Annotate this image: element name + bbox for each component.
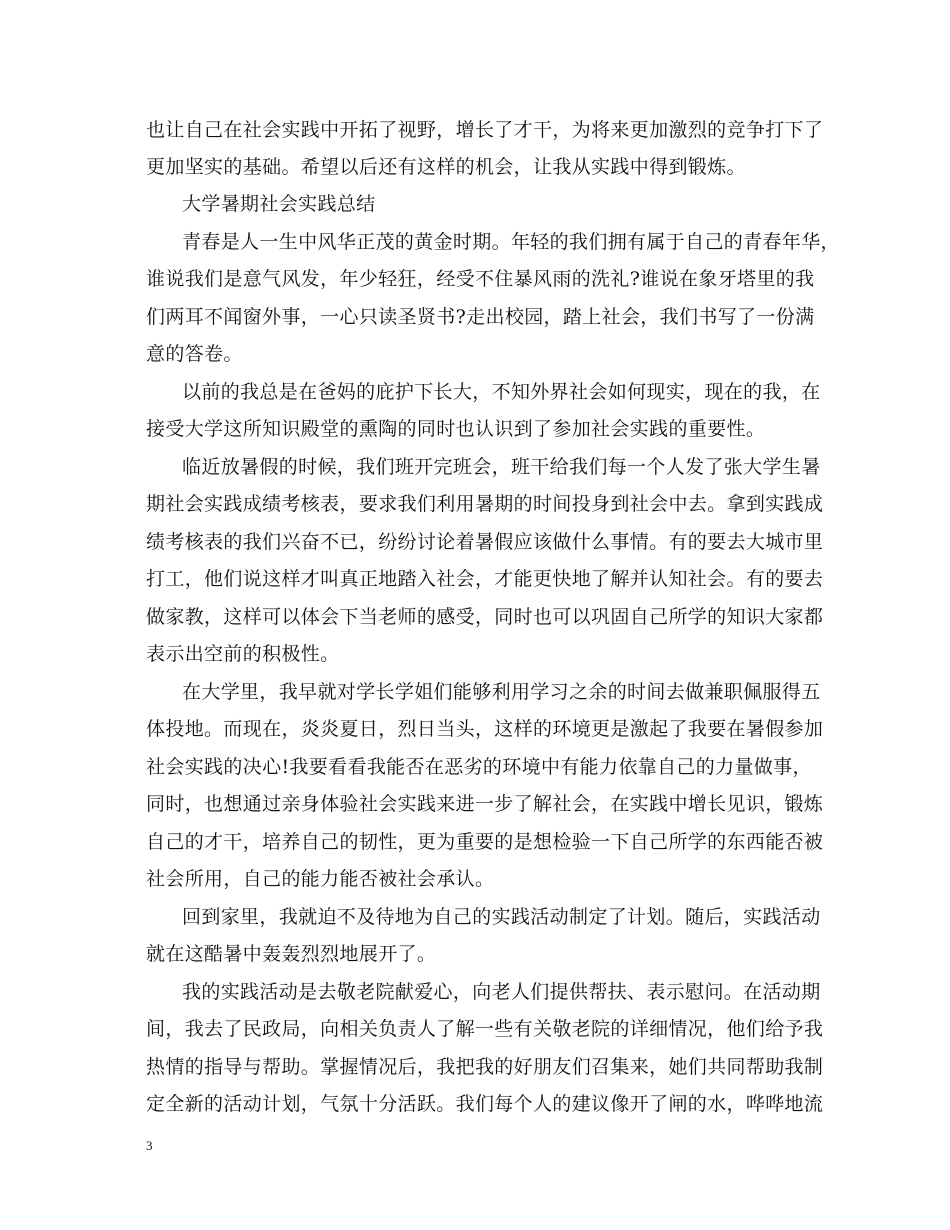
text-line: 热情的指导与帮助。掌握情况后，我把我的好朋友们召集来，她们共同帮助我制 — [146, 1056, 824, 1078]
text-line: 也让自己在社会实践中开拓了视野，增长了才干，为将来更加激烈的竞争打下了 — [146, 119, 824, 141]
text-line: 们两耳不闻窗外事，一心只读圣贤书?走出校园，踏上社会，我们书写了一份满 — [146, 306, 815, 328]
text-line: 回到家里，我就迫不及待地为自己的实践活动制定了计划。随后，实践活动 — [182, 906, 821, 928]
text-line: 绩考核表的我们兴奋不已，纷纷讨论着暑假应该做什么事情。有的要去大城市里 — [146, 531, 824, 553]
text-line: 意的答卷。 — [146, 343, 243, 365]
text-line: 社会实践的决心!我要看看我能否在恶劣的环境中有能力依靠自己的力量做事， — [146, 756, 812, 778]
text-line: 青春是人一生中风华正茂的黄金时期。年轻的我们拥有属于自己的青春年华， — [182, 231, 840, 253]
text-line: 社会所用，自己的能力能否被社会承认。 — [146, 868, 495, 890]
section-title: 大学暑期社会实践总结 — [182, 193, 376, 215]
text-line: 临近放暑假的时候，我们班开完班会，班干给我们每一个人发了张大学生暑 — [182, 456, 821, 478]
text-line: 我的实践活动是去敬老院献爱心，向老人们提供帮扶、表示慰问。在活动期 — [182, 981, 821, 1003]
text-line: 体投地。而现在，炎炎夏日，烈日当头，这样的环境更是激起了我要在暑假参加 — [146, 718, 824, 740]
page-number: 3 — [146, 1138, 153, 1153]
text-line: 同时，也想通过亲身体验社会实践来进一步了解社会，在实践中增长见识，锻炼 — [146, 793, 824, 815]
text-line: 在大学里，我早就对学长学姐们能够利用学习之余的时间去做兼职佩服得五 — [182, 681, 821, 703]
text-line: 就在这酷暑中轰轰烈烈地展开了。 — [146, 943, 437, 965]
text-line: 接受大学这所知识殿堂的熏陶的同时也认识到了参加社会实践的重要性。 — [146, 418, 766, 440]
text-line: 定全新的活动计划，气氛十分活跃。我们每个人的建议像开了闸的水，哗哗地流 — [146, 1093, 824, 1115]
text-line: 自己的才干，培养自己的韧性，更为重要的是想检验一下自己所学的东西能否被 — [146, 831, 824, 853]
text-line: 打工，他们说这样才叫真正地踏入社会，才能更快地了解并认知社会。有的要去 — [146, 568, 824, 590]
text-line: 间，我去了民政局，向相关负责人了解一些有关敬老院的详细情况，他们给予我 — [146, 1018, 824, 1040]
text-line: 表示出空前的积极性。 — [146, 643, 340, 665]
text-line: 期社会实践成绩考核表，要求我们利用暑期的时间投身到社会中去。拿到实践成 — [146, 493, 824, 515]
text-line: 以前的我总是在爸妈的庇护下长大，不知外界社会如何现实，现在的我，在 — [182, 381, 821, 403]
text-line: 谁说我们是意气风发，年少轻狂，经受不住暴风雨的洗礼?谁说在象牙塔里的我 — [146, 268, 815, 290]
text-line: 做家教，这样可以体会下当老师的感受，同时也可以巩固自己所学的知识大家都 — [146, 606, 824, 628]
text-line: 更加坚实的基础。希望以后还有这样的机会，让我从实践中得到锻炼。 — [146, 156, 746, 178]
